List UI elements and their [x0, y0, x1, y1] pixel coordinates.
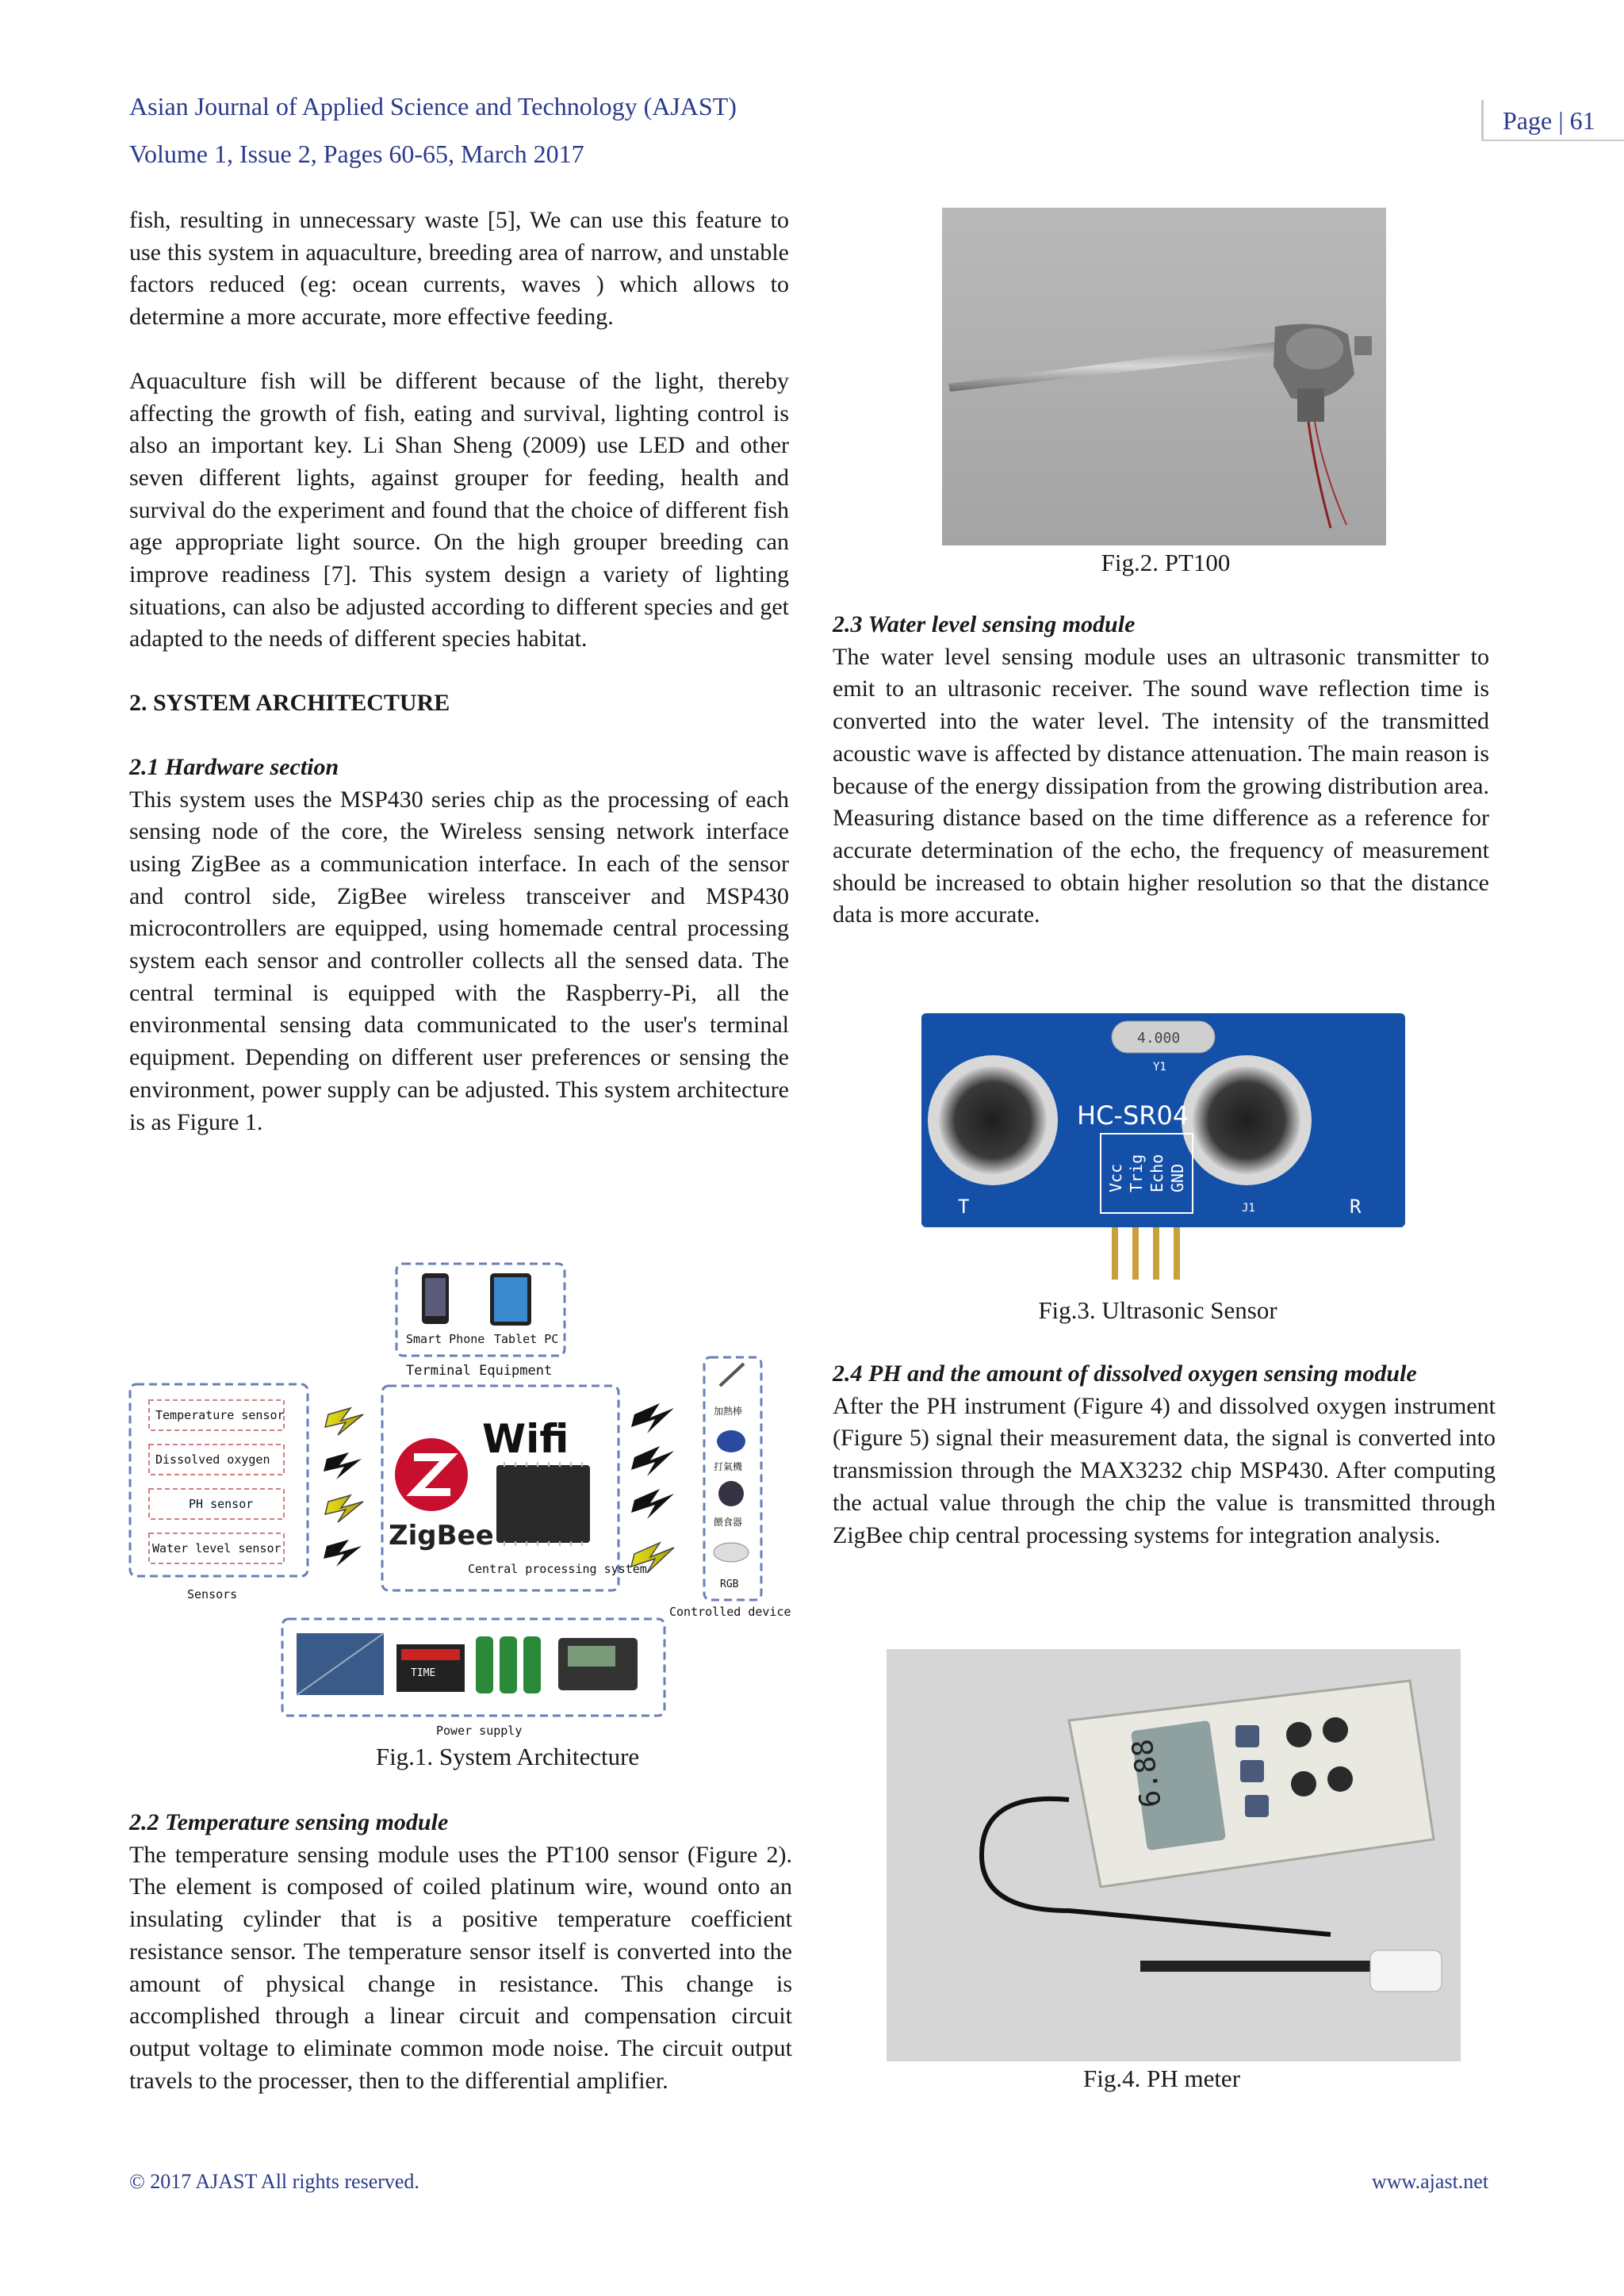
system-architecture-diagram	[127, 1259, 793, 1739]
website-link[interactable]: www.ajast.net	[1372, 2170, 1489, 2193]
pin-gnd-label: GND	[1168, 1163, 1187, 1192]
y1-label: Y1	[1153, 1061, 1166, 1073]
wifi-text: Wifi	[482, 1416, 569, 1462]
rgb-light-icon	[714, 1543, 749, 1562]
r-label: R	[1350, 1196, 1362, 1218]
crystal-label: 4.000	[1137, 1030, 1181, 1047]
meter-reading: 6.88	[1126, 1736, 1168, 1810]
central-processing-label: Central processing system	[468, 1562, 647, 1576]
page-number: Page | 61	[1481, 100, 1624, 141]
device-heater-label: 加熱棒	[714, 1406, 743, 1417]
right-column-bottom	[833, 1358, 1496, 1552]
figure-1-caption: Fig.1. System Architecture	[375, 1743, 640, 1770]
heading-ph-module: 2.4 PH and the amount of dissolved oxygen sensing module	[833, 1360, 1417, 1387]
heater-icon	[720, 1364, 744, 1386]
j1-label: J1	[1242, 1202, 1255, 1215]
terminal-equipment-label: Terminal Equipment	[406, 1363, 553, 1379]
right-column-top	[833, 609, 1489, 932]
paragraph-lighting: Aquaculture fish will be different because of the light, thereby affecting the growth of fish, eating and survival, lighting control is also an important key. Li Shan Sheng (2009) use LED and other seven different lights, against grouper for feeding, health and survival do the experiment and found that the choice of different fish age appropriate light source. On the high grouper breeding can improve readiness [7]. This system design a variety of lighting situations, can also be adjusted according to different species and get adapted to the needs of different species habitat.	[129, 367, 789, 652]
paragraph-hardware: This system uses the MSP430 series chip as the processing of each sensing node of the core, the Wireless sensing network interface using ZigBee as a communication interface. In each of the sensor and control side, ZigBee wireless transceiver and MSP430 microcontrollers are equipped, using homemade central processing system each sensor and controller collects all the sensed data. The central terminal is equipped with the Raspberry-Pi, all the environmental sensing data communicated to the user's terminal equipment. Depending on different user preferences or sensing the environment, power supply can be adjusted. This system architecture is as Figure 1.	[129, 786, 789, 1135]
pin-trig-label: Trig	[1127, 1154, 1146, 1192]
ph-sensor-label: PH sensor	[189, 1497, 254, 1511]
figure-2-caption: Fig.2. PT100	[1101, 549, 1231, 576]
copyright-notice: © 2017 AJAST All rights reserved.	[129, 2170, 419, 2193]
battery-label: TIME	[411, 1667, 436, 1679]
heading-water-level-module: 2.3 Water level sensing module	[833, 611, 1136, 637]
heading-temperature-module: 2.2 Temperature sensing module	[129, 1809, 449, 1835]
volume-info: Volume 1, Issue 2, Pages 60-65, March 2017	[129, 140, 584, 168]
paragraph-temperature: The temperature sensing module uses the PT100 sensor (Figure 2). The element is composed of coiled platinum wire, wound onto an insulating cylinder that is a positive temperature coefficient resistance sensor. The temperature sensor itself is converted into the amount of physical change in resistance. This change is accomplished through a linear circuit and compensation circuit output voltage to eliminate common mode noise. The circuit output travels to the processer, then to the differential amplifier.	[129, 1841, 792, 2094]
msp430-chip-icon	[496, 1465, 590, 1543]
wireless-link-icons-right	[631, 1403, 674, 1573]
wireless-link-icons-left	[324, 1408, 363, 1567]
paragraph-ph: After the PH instrument (Figure 4) and dissolved oxygen instrument (Figure 5) signal their measurement data, the signal is converted into transmission through the MAX3232 chip MSP430. After computing the actual value through the chip the value is transmitted through ZigBee chip central processing systems for integration analysis.	[833, 1392, 1496, 1548]
controlled-device-box	[704, 1357, 761, 1600]
device-feeder-label: 餵食器	[714, 1517, 743, 1528]
journal-title: Asian Journal of Applied Science and Technology (AJAST)	[129, 92, 737, 121]
left-column-bottom	[129, 1807, 792, 2097]
ultrasonic-sensor-photo	[921, 1013, 1405, 1283]
pin-echo-label: Echo	[1147, 1154, 1166, 1192]
pt100-photo	[942, 208, 1386, 545]
ph-meter-photo	[887, 1649, 1461, 2061]
t-label: T	[958, 1196, 970, 1218]
heading-system-architecture: 2. SYSTEM ARCHITECTURE	[129, 690, 450, 717]
paragraph-water-level: The water level sensing module uses an ultrasonic transmitter to emit to an ultrasonic receiver. The sound wave reflection time is converted into the water level. The intensity of the transmitted acoustic wave is affected by distance attenuation. The main reason is because of the energy dissipation from the growing distribution area. Measuring distance based on the time difference as a reference for accurate determination of the echo, the frequency of measurement should be increased to obtain higher resolution so that the distance data is more accurate.	[833, 643, 1489, 928]
figure-3-caption: Fig.3. Ultrasonic Sensor	[1038, 1296, 1277, 1324]
figure-4-caption: Fig.4. PH meter	[1082, 2064, 1241, 2092]
device-aerator-label: 打氣機	[714, 1461, 743, 1472]
smart-phone-label: Smart Phone	[406, 1332, 485, 1346]
left-column-top	[129, 205, 789, 1138]
paragraph-feeding: fish, resulting in unnecessary waste [5], We can use this feature to use this system in aquaculture, breeding area of narrow, and unstable factors reduced (eg: ocean currents, waves ) which allows to determine a more accurate, more effective feeding.	[129, 207, 789, 331]
zigbee-text: ZigBee	[389, 1520, 494, 1552]
aerator-icon	[717, 1430, 745, 1452]
cell-icon	[476, 1636, 493, 1693]
power-supply-label: Power supply	[436, 1724, 523, 1738]
header-pins	[1112, 1227, 1180, 1280]
tablet-label: Tablet PC	[494, 1332, 559, 1346]
dissolved-oxygen-label: Dissolved oxygen	[155, 1452, 270, 1467]
water-level-sensor-label: Water level sensor	[152, 1541, 282, 1556]
pin-vcc-label: Vcc	[1106, 1163, 1125, 1192]
device-rgb-label: RGB	[720, 1578, 739, 1590]
feeder-icon	[718, 1481, 744, 1506]
probe-cap	[1370, 1950, 1442, 1992]
heading-hardware-section: 2.1 Hardware section	[129, 753, 339, 780]
sensors-label: Sensors	[187, 1587, 238, 1601]
controlled-device-label: Controlled device	[669, 1605, 791, 1619]
model-label: HC-SR04	[1077, 1100, 1189, 1131]
temperature-sensor-label: Temperature sensor	[155, 1408, 285, 1422]
